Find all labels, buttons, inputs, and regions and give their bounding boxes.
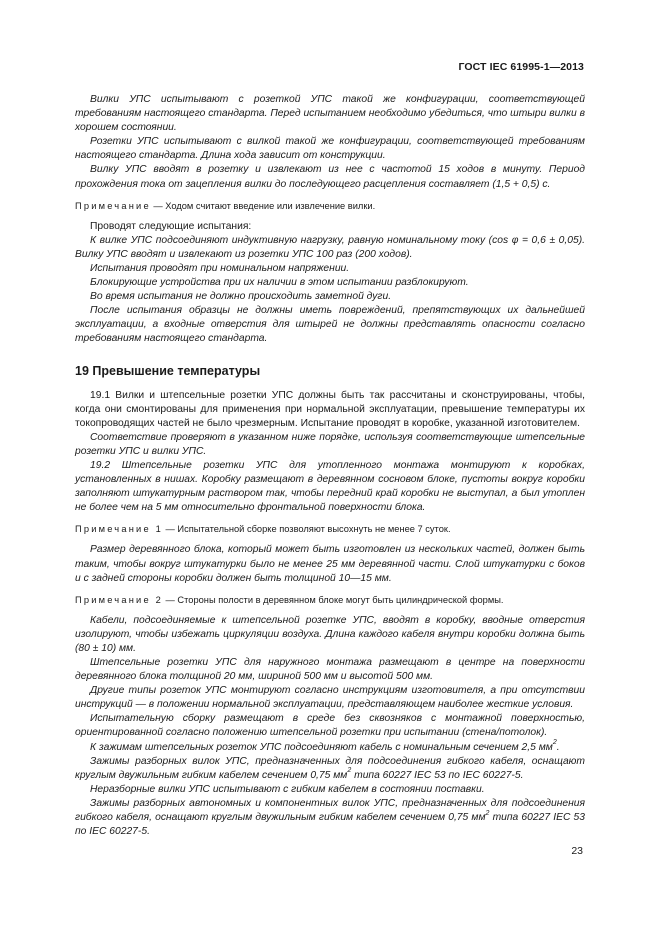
superscript: 2	[485, 809, 490, 817]
paragraph: 19.1 Вилки и штепсельные розетки УПС должны быть так рассчитаны и сконструированы, чтобы, когда они смонтированы для применения при нормальной эксплуатации, превышение температуры их токопроводящих частей не было чрезмерным. Испытание проводят в коробке, указанной изготовителем.	[75, 389, 585, 429]
note-text: — Стороны полости в деревянном блоке могут быть цилиндрической формы.	[162, 594, 504, 605]
paragraph-text: Неразборные вилки УПС испытывают с гибким кабелем в состоянии поставки.	[90, 783, 485, 795]
section-heading: 19 Превышение температуры	[75, 363, 261, 378]
note-label: Примечание 1	[75, 524, 163, 535]
paragraph	[75, 755, 585, 783]
paragraph-text: типа 60227 IEC 53 по IEC 60227-5.	[75, 812, 585, 838]
paragraph: Во время испытания не должно происходить заметной дуги.	[90, 291, 392, 303]
note-label: Примечание	[75, 200, 151, 211]
note-text: — Испытательной сборке позволяют высохнуть не менее 7 суток.	[162, 524, 451, 535]
paragraph	[75, 797, 585, 839]
paragraph: Другие типы розеток УПС монтируют согласно инструкциям изготовителя, а при отсутствии инструкций — в положении нормальной эксплуатации, представляющем наиболее жесткие условия.	[75, 685, 585, 711]
paragraph-text: Зажимы разборных автономных и компонентных вилок УПС, предназначенных для подсоединения гибкого кабеля, оснащают круглым двужильным гибким кабелем сечением 0,75 мм	[75, 797, 585, 824]
paragraph	[75, 783, 585, 797]
note	[75, 594, 585, 607]
paragraph-text: К зажимам штепсельных розеток УПС подсоединяют кабель с номинальным сечением 2,5 мм	[90, 741, 553, 753]
paragraph: 19.2 Штепсельные розетки УПС для утопленного монтажа монтируют к коробках, установленных в нишах. Коробку размещают в деревянном сосновом блоке, пустоты вокруг коробки заполняют штукатурным раствором так, чтобы передний край коробки не выступал, а был утоплен не более чем на 5 мм относительно фронтальной поверхности блока.	[75, 460, 585, 514]
paragraph: Розетки УПС испытывают с вилкой такой же конфигурации, соответствующей требованиям настоящего стандарта. Длина хода зависит от конструкции.	[75, 136, 585, 162]
note-label: Примечание 2	[75, 594, 163, 605]
paragraph-text: Зажимы разборных вилок УПС, предназначенных для подсоединения гибкого кабеля, оснащают круглым двужильным гибким кабелем сечением 0,75 мм	[75, 755, 585, 781]
superscript: 2	[552, 739, 557, 747]
paragraph: Кабели, подсоединяемые к штепсельной розетке УПС, вводят в коробку, вводные отверстия изолируют, чтобы избежать циркуляции воздуха. Длина каждого кабеля внутри коробки должна быть (80 ± 10) мм.	[75, 614, 585, 654]
paragraph: Вилки УПС испытывают с розеткой УПС такой же конфигурации, соответствующей требованиям настоящего стандарта. Перед испытанием необходимо убедиться, что штыри вилки в хорошем состоянии.	[75, 94, 585, 134]
paragraph-text: типа 60227 IEC 53 по IEC 60227-5.	[351, 769, 524, 781]
paragraph: Размер деревянного блока, который может быть изготовлен из нескольких частей, должен быть таким, чтобы вокруг штукатурки было не менее 25 мм деревянной части. Слой штукатурки с боков и с задней стороны коробки должен быть толщиной 10—15 мм.	[75, 544, 585, 584]
paragraph: К вилке УПС подсоединяют индуктивную нагрузку, равную номинальному току (cos φ = 0,6 ± 0,05). Вилку УПС вводят и извлекают из розетки УПС 100 раз (200 ходов).	[75, 234, 585, 260]
paragraph: Штепсельные розетки УПС для наружного монтажа размещают в центре на поверхности деревянного блока толщиной 20 мм, шириной 500 мм и высотой 500 мм.	[75, 657, 585, 683]
paragraph: Блокирующие устройства при их наличии в этом испытании разблокируют.	[90, 277, 469, 289]
paragraph: Вилку УПС вводят в розетку и извлекают из нее с частотой 15 ходов в минуту. Период прохождения тока от зацепления вилки до последующего расцепления составляет (1,5 + 0,5) с.	[75, 164, 585, 190]
note-text: — Ходом считают введение или извлечение вилки.	[150, 200, 376, 211]
paragraph: Испытания проводят при номинальном напряжении.	[90, 262, 350, 274]
page-number: 23	[571, 845, 583, 857]
paragraph: Проводят следующие испытания:	[90, 220, 252, 232]
paragraph: Соответствие проверяют в указанном ниже порядке, используя соответствующие штепсельные розетки УПС и вилки УПС.	[75, 431, 585, 457]
paragraph-text: .	[556, 741, 560, 753]
page-content	[75, 93, 585, 839]
note	[75, 523, 585, 536]
paragraph: Испытательную сборку размещают в среде без сквозняков с монтажной поверхностью, ориентированной согласно положению штепсельной розетки при испытании (стена/потолок).	[75, 713, 585, 739]
paragraph: После испытания образцы не должны иметь повреждений, препятствующих их дальнейшей эксплуатации, а входные отверстия для штырей не должны представлять опасности согласно требованиям настоящего стандарта.	[75, 305, 585, 345]
document-header: ГОСТ IEC 61995-1—2013	[458, 61, 584, 73]
note	[75, 200, 585, 213]
superscript: 2	[347, 767, 352, 775]
paragraph	[75, 741, 585, 755]
